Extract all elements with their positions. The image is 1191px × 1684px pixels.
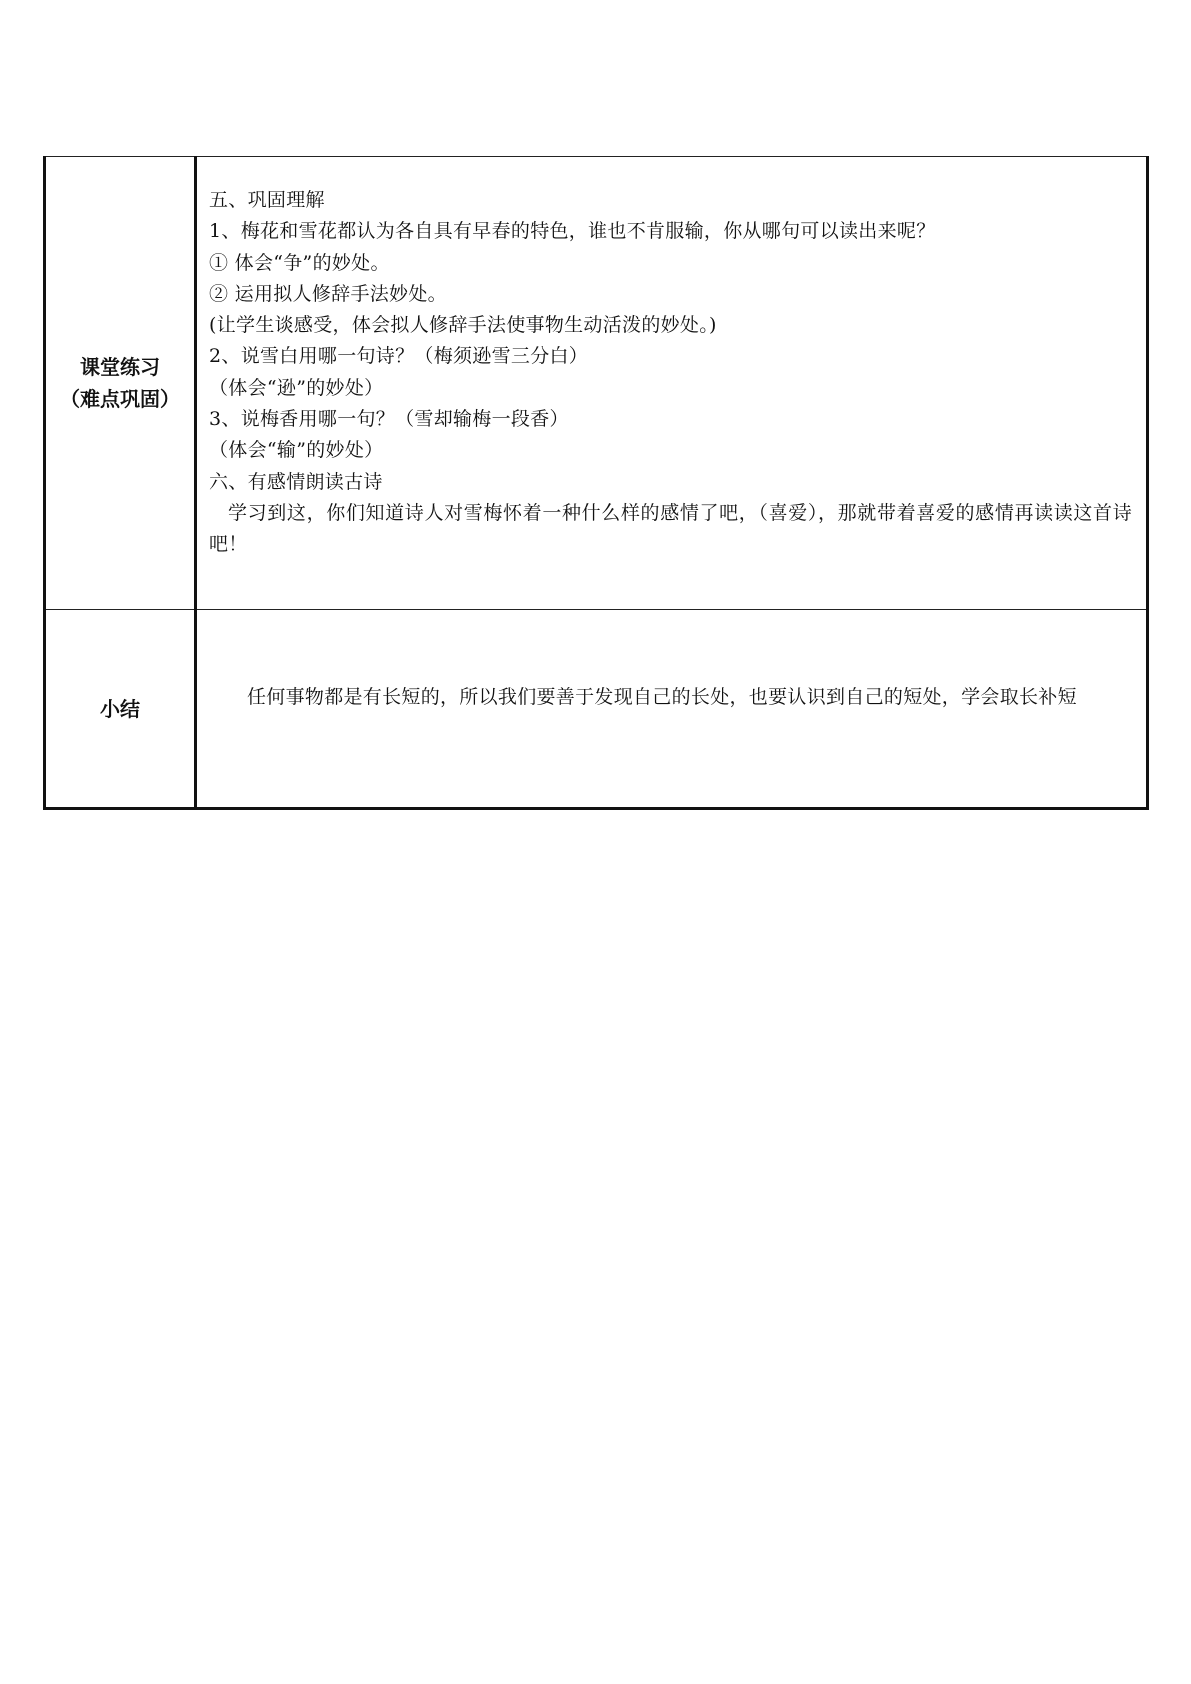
question-line: 2、说雪白用哪一句诗？（梅须逊雪三分白） xyxy=(209,345,589,368)
point-line: ② 运用拟人修辞手法妙处。 xyxy=(209,282,447,305)
section-heading: 六、有感情朗读古诗 xyxy=(209,470,383,493)
section-heading: 五、巩固理解 xyxy=(209,189,325,211)
summary-paragraph: 任何事物都是有长短的，所以我们要善于发现自己的长处，也要认识到自己的短处，学会取长补短 xyxy=(247,686,1077,708)
row-label-title: 小结 xyxy=(100,696,140,721)
row-label-cell xyxy=(45,610,196,809)
question-line: 3、说梅香用哪一句？（雪却输梅一段香） xyxy=(209,408,569,431)
table-row-summary xyxy=(45,610,1148,809)
row-content-cell xyxy=(196,157,1148,610)
question-line: 1、梅花和雪花都认为各自具有早春的特色，谁也不肯服输，你从哪句可以读出来呢？ xyxy=(209,220,936,243)
body-paragraph: 学习到这，你们知道诗人对雪梅怀着一种什么样的感情了吧，（喜爱），那就带着喜爱的感情再读读这首诗吧！ xyxy=(209,501,1132,556)
note-line: （体会“输”的妙处） xyxy=(209,439,384,462)
note-line: （体会“逊”的妙处） xyxy=(209,376,384,399)
row-label-subtitle: （难点巩固） xyxy=(60,387,180,411)
note-line: (让学生谈感受，体会拟人修辞手法使事物生动活泼的妙处。) xyxy=(209,314,717,337)
lesson-plan-table xyxy=(43,156,1149,810)
table-row-practice xyxy=(45,157,1148,610)
row-label-cell xyxy=(45,157,196,610)
row-content-cell xyxy=(196,610,1148,809)
point-line: ① 体会“争”的妙处。 xyxy=(209,251,390,274)
row-label-title: 课堂练习 xyxy=(80,355,160,379)
